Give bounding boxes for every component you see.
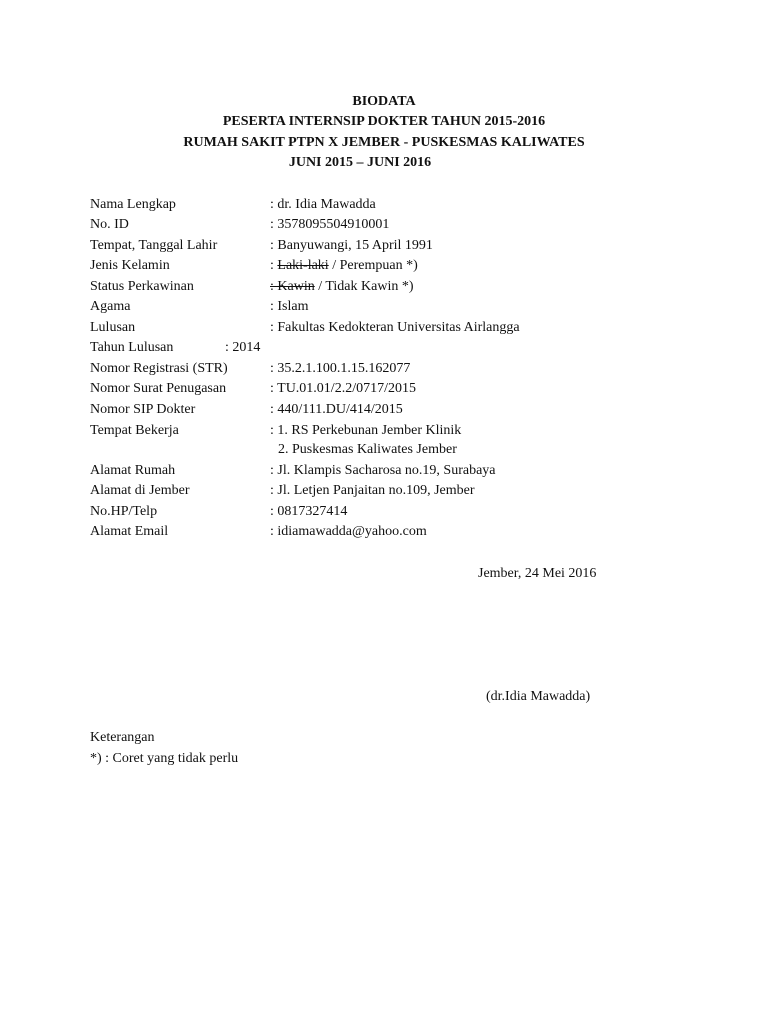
field-value: : Jl. Letjen Panjaitan no.109, Jember (270, 483, 475, 498)
colon: : (270, 258, 278, 273)
note-title: Keterangan (90, 730, 155, 745)
struck-option: : Kawin (270, 279, 315, 294)
field-value: 2. Puskesmas Kaliwates Jember (278, 442, 457, 457)
field-label: Agama (90, 299, 131, 314)
field-value: : 3578095504910001 (270, 217, 390, 232)
signature-name: (dr.Idia Mawadda) (486, 689, 591, 704)
doc-subtitle-2: RUMAH SAKIT PTPN X JEMBER - PUSKESMAS KALIWATES (183, 135, 585, 150)
field-value: : Fakultas Kedokteran Universitas Airlangga (270, 320, 520, 335)
field-value: : 1. RS Perkebunan Jember Klinik (270, 423, 462, 438)
field-value (270, 277, 414, 297)
field-label: Tempat, Tanggal Lahir (90, 238, 218, 253)
field-value: : 440/111.DU/414/2015 (270, 402, 403, 417)
field-label: Nomor SIP Dokter (90, 402, 196, 417)
doc-subtitle-1: PESERTA INTERNSIP DOKTER TAHUN 2015-2016 (222, 114, 546, 129)
field-label: Lulusan (90, 320, 136, 335)
field-label: Nomor Registrasi (STR) (90, 361, 228, 376)
field-value: : 0817327414 (270, 504, 348, 519)
field-value: : Banyuwangi, 15 April 1991 (270, 238, 433, 253)
field-label: Tempat Bekerja (90, 423, 179, 438)
doc-title: BIODATA (352, 94, 416, 109)
field-value: : TU.01.01/2.2/0717/2015 (270, 381, 416, 396)
doc-subtitle-3: JUNI 2015 – JUNI 2016 (288, 155, 432, 170)
field-label: Status Perkawinan (90, 279, 194, 294)
field-value: : idiamawadda@yahoo.com (270, 524, 427, 539)
field-value: : dr. Idia Mawadda (270, 197, 376, 212)
struck-option: Laki-laki (277, 258, 329, 273)
remaining-option: / Tidak Kawin *) (314, 279, 414, 294)
field-value: : Islam (270, 299, 309, 314)
field-label: Alamat Rumah (90, 463, 176, 478)
field-label: Alamat Email (90, 524, 169, 539)
note-text: *) : Coret yang tidak perlu (90, 751, 239, 766)
field-label: Nomor Surat Penugasan (90, 381, 227, 396)
signature-place-date: Jember, 24 Mei 2016 (478, 566, 597, 581)
field-label: Tahun Lulusan (90, 340, 174, 355)
field-value (270, 256, 418, 276)
field-value: : 2014 (225, 340, 261, 355)
field-value: : 35.2.1.100.1.15.162077 (270, 361, 411, 376)
field-label: Alamat di Jember (90, 483, 190, 498)
field-label: No. ID (90, 217, 129, 232)
field-label: No.HP/Telp (90, 504, 158, 519)
remaining-option: / Perempuan *) (328, 258, 418, 273)
field-label: Nama Lengkap (90, 197, 176, 212)
field-label: Jenis Kelamin (90, 258, 170, 273)
field-value: : Jl. Klampis Sacharosa no.19, Surabaya (270, 463, 496, 478)
